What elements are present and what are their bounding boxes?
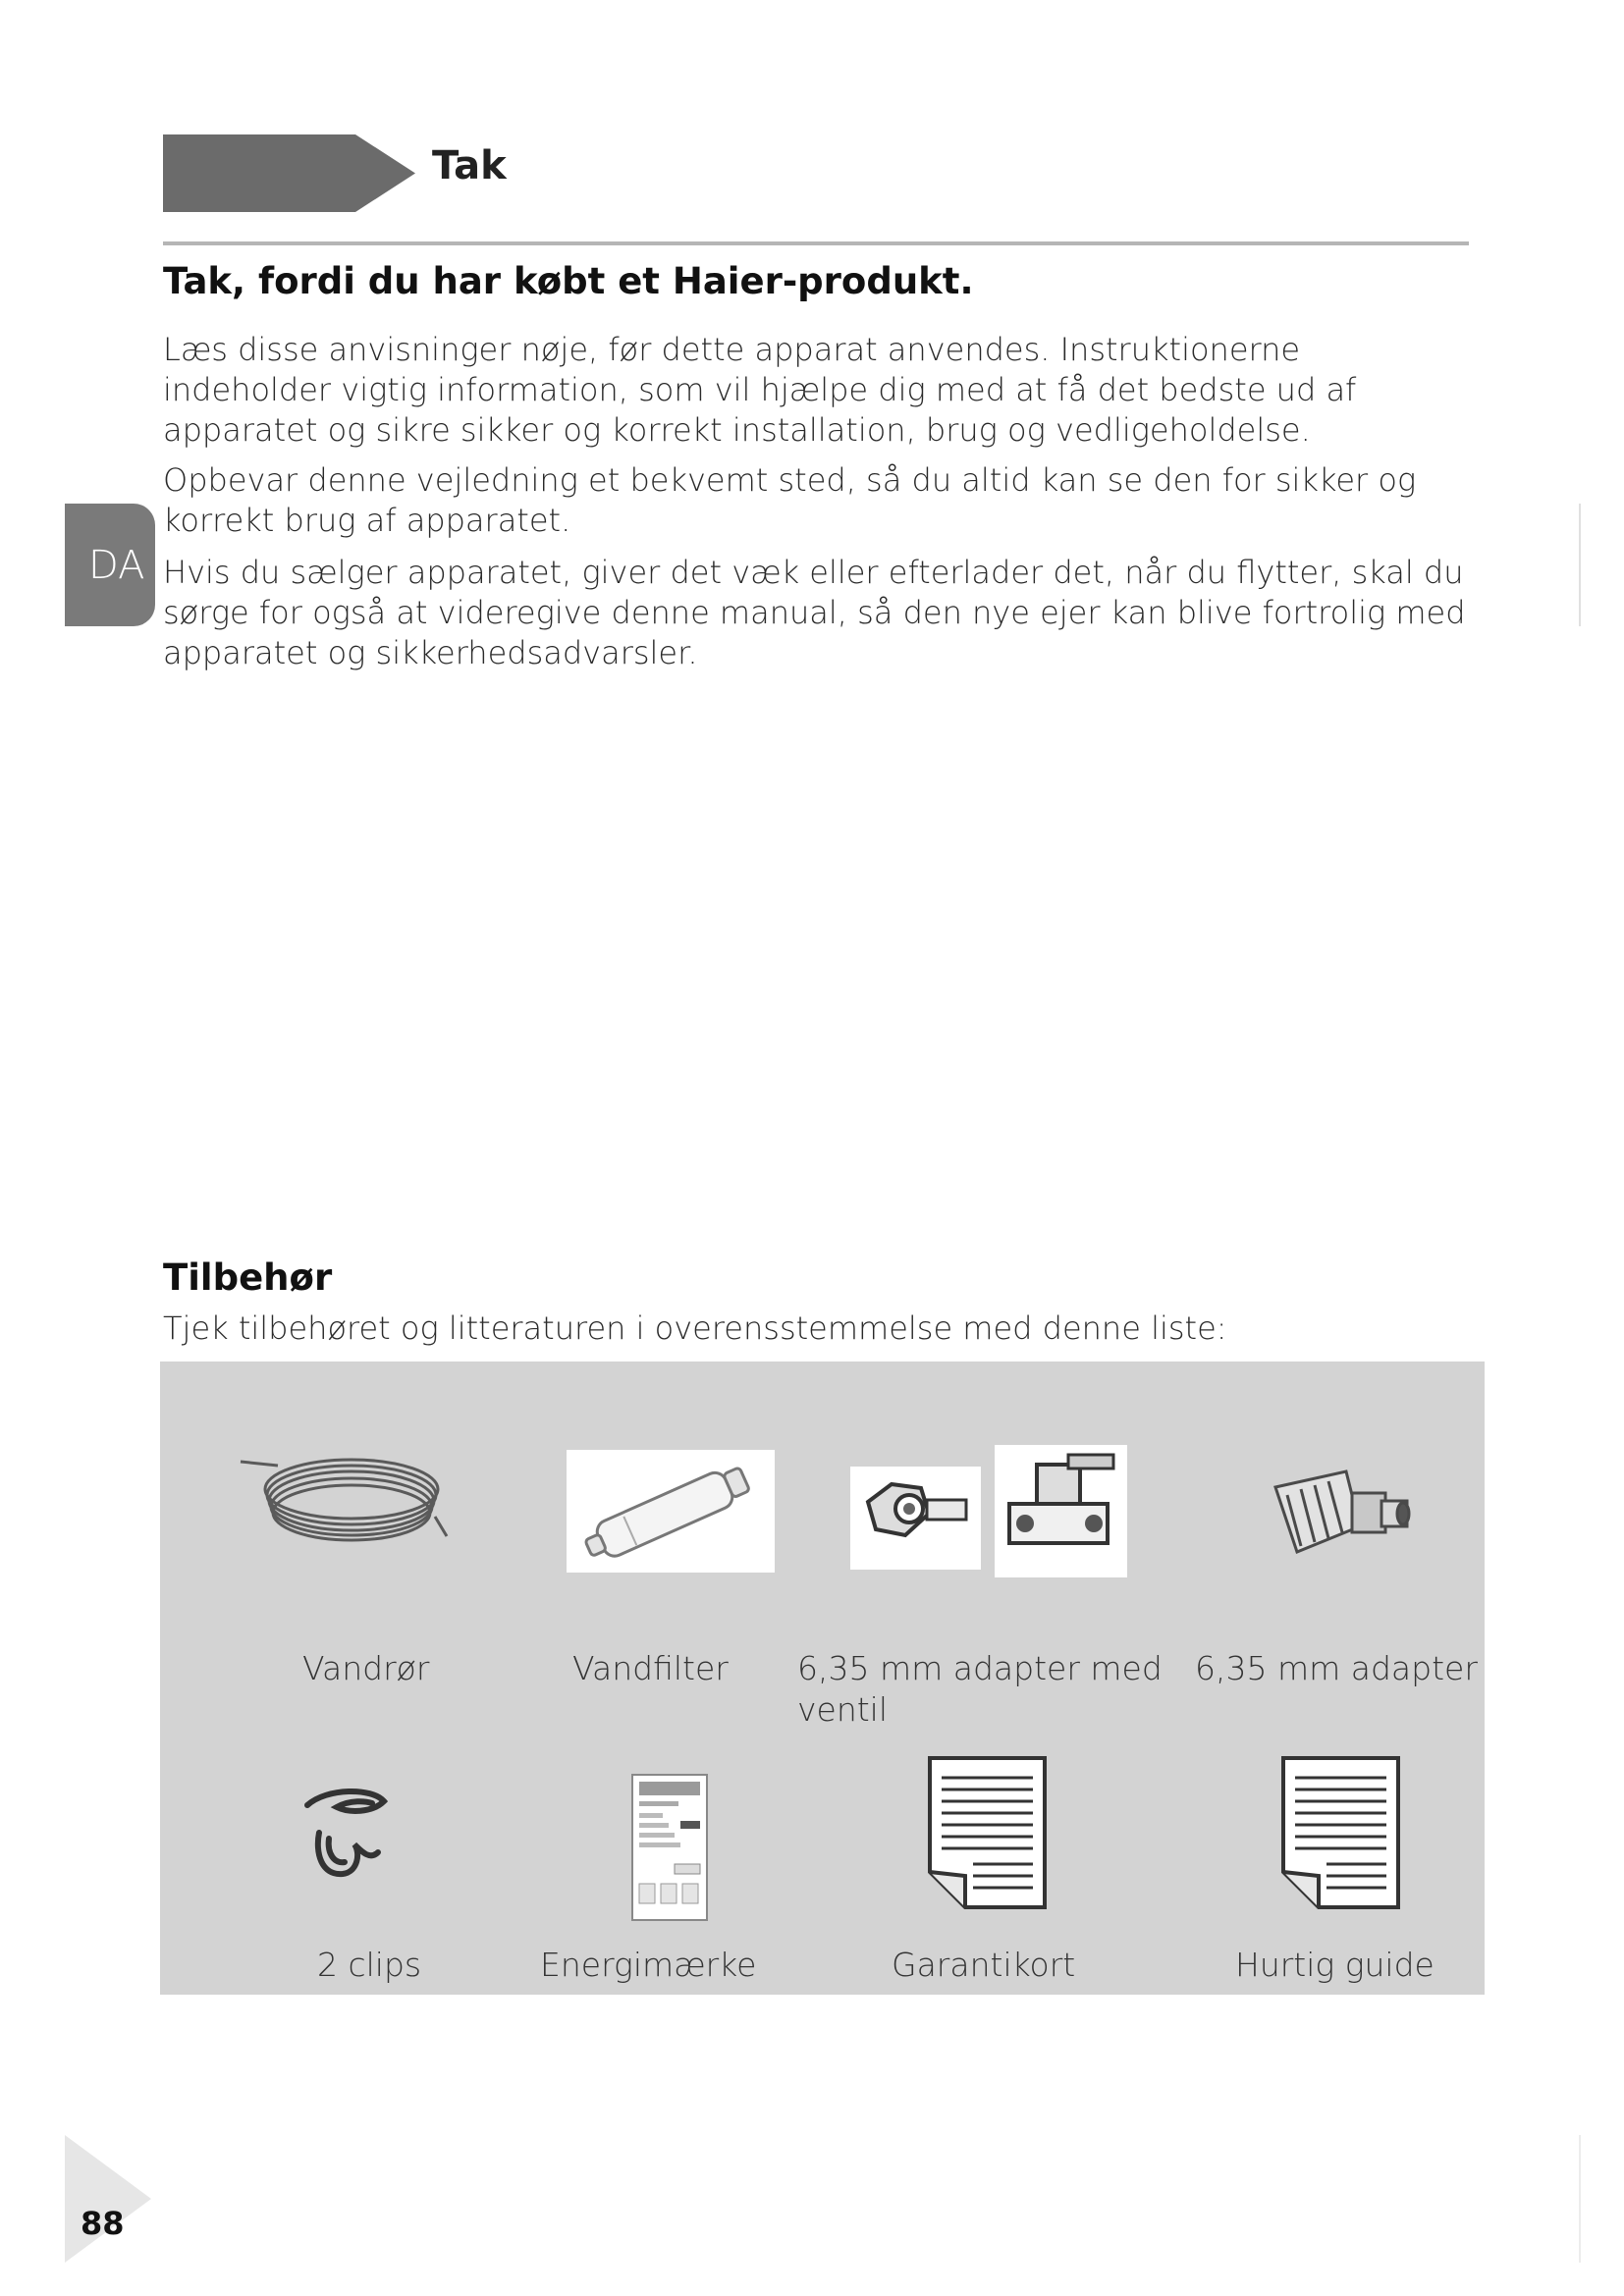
intro-paragraph-2: Opbevar denne vejledning et bekvemt sted, så du altid kan se den for sikker og korrekt brug af apparatet. (163, 461, 1417, 539)
clips-icon (298, 1784, 396, 1887)
item-label-water-tube: Vandrør (302, 1649, 430, 1687)
water-tube-coil-icon (239, 1440, 455, 1553)
section-header-arrow (163, 134, 415, 212)
page-edge-mark (1579, 504, 1581, 626)
item-label-clips: 2 clips (317, 1946, 422, 1984)
intro-paragraph-3: Hvis du sælger apparatet, giver det væk eller efterlader det, når du flytter, skal du sørge for også at videregive denne manual, så den nye ejer kan blive fortrolig med apparatet og sikkerhedsadvarsler. (163, 554, 1466, 671)
item-label-adapter: 6,35 mm adapter (1195, 1649, 1478, 1687)
adapter-icon (1258, 1450, 1415, 1573)
energy-label-icon (631, 1774, 708, 1921)
page-number-corner (65, 2135, 151, 2263)
intro-paragraph-1: Læs disse anvisninger nøje, før dette apparat anvendes. Instruktionerne indeholder vigtig information, som vil hjælpe dig med at få det bedste ud af apparatet og sikre sikker og korrekt installation, brug og vedligeholdelse. (163, 331, 1357, 449)
accessories-intro: Tjek tilbehøret og litteraturen i overensstemmelse med denne liste: (163, 1309, 1227, 1347)
section-title: Tak (432, 143, 507, 188)
page-number: 88 (81, 2205, 125, 2242)
item-label-adapter-valve-line2: ventil (797, 1690, 889, 1729)
item-label-water-filter: Vandfilter (572, 1649, 729, 1687)
header-divider (163, 241, 1469, 245)
accessories-heading: Tilbehør (163, 1256, 333, 1299)
item-label-energy-label: Energimærke (540, 1946, 757, 1984)
quick-guide-icon (1279, 1754, 1402, 1911)
item-label-warranty-card: Garantikort (892, 1946, 1076, 1984)
accessories-panel (160, 1362, 1485, 1995)
adapter-with-valve-icon (850, 1445, 1127, 1577)
water-filter-icon (567, 1450, 775, 1573)
page-edge-mark-bottom (1579, 2135, 1581, 2263)
item-label-quick-guide: Hurtig guide (1235, 1946, 1435, 1984)
warranty-card-icon (926, 1754, 1049, 1911)
thanks-heading: Tak, fordi du har købt et Haier-produkt. (163, 260, 974, 302)
language-tab-label: DA (88, 543, 145, 588)
item-label-adapter-valve-line1: 6,35 mm adapter med (797, 1649, 1163, 1687)
